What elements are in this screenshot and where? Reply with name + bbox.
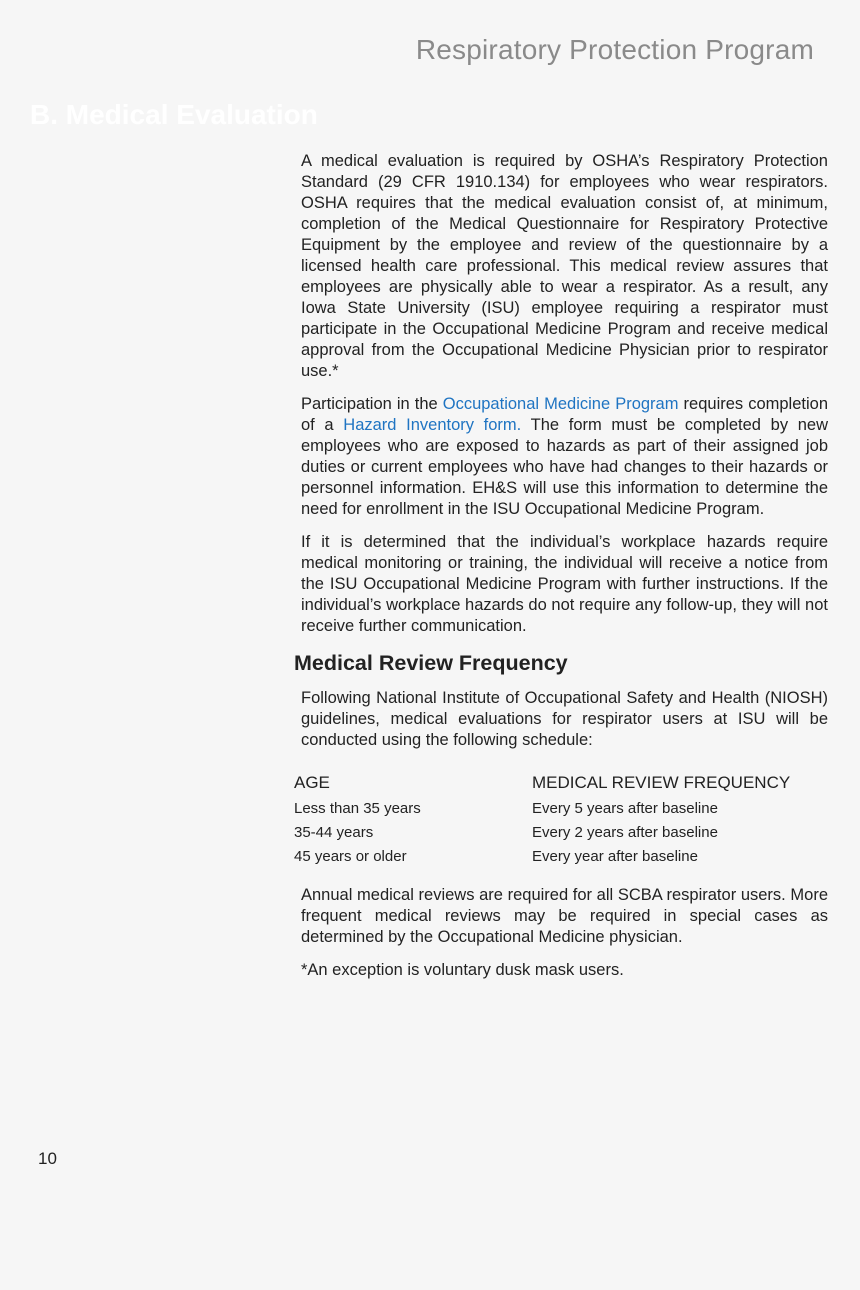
column-header-frequency: MEDICAL REVIEW FREQUENCY: [532, 773, 791, 792]
page-number: 10: [38, 1149, 57, 1168]
occupational-medicine-program-link[interactable]: Occupational Medicine Program: [442, 395, 679, 413]
section-title: B. Medical Evaluation: [30, 99, 318, 130]
age-cell: 35-44 years: [294, 824, 374, 841]
table-row: [294, 821, 828, 845]
hazard-inventory-form-link[interactable]: Hazard Inventory form.: [343, 416, 522, 434]
paragraph-text: The form must be completed by new employees who are exposed to hazards as part of their assigned job duties or current employees who have had changes to their hazards or personnel information. EH&S will use this information to determine the need for enrollment in the ISU Occupational Medicine Program.: [301, 416, 829, 518]
table-row: [294, 845, 828, 869]
paragraph-workplace-hazards: If it is determined that the individual’s workplace hazards require medical monitoring or training, the individual will receive a notice from the ISU Occupational Medicine Program with further instructions. If the individual’s workplace hazards do not require any follow-up, they will not receive further communication.: [301, 533, 828, 635]
footnote: *An exception is voluntary dusk mask users.: [301, 961, 624, 979]
paragraph-annual-reviews: Annual medical reviews are required for all SCBA respirator users. More frequent medical reviews may be required in special cases as determined by the Occupational Medicine physician.: [301, 886, 828, 946]
page-header-title: Respiratory Protection Program: [415, 34, 814, 65]
paragraph-participation: [301, 394, 828, 520]
paragraph-text: requires completion of a: [301, 395, 828, 434]
frequency-cell: Every 5 years after baseline: [532, 800, 718, 817]
age-cell: 45 years or older: [294, 848, 407, 865]
column-header-age: AGE: [294, 773, 330, 792]
paragraph-niosh-guidelines: Following National Institute of Occupational Safety and Health (NIOSH) guidelines, medical evaluations for respirator users at ISU will be conducted using the following schedule:: [301, 689, 828, 749]
paragraph-text: Participation in the: [301, 395, 443, 413]
age-cell: Less than 35 years: [294, 800, 421, 817]
review-schedule-table: [294, 773, 828, 869]
table-row: [294, 797, 828, 821]
main-content: [294, 151, 828, 993]
frequency-cell: Every 2 years after baseline: [532, 824, 718, 841]
table-header-row: [294, 773, 828, 797]
medical-review-frequency-heading: Medical Review Frequency: [294, 651, 568, 675]
frequency-cell: Every year after baseline: [532, 848, 698, 865]
paragraph-medical-evaluation: A medical evaluation is required by OSHA’s Respiratory Protection Standard (29 CFR 1910.134) for employees who wear respirators. OSHA requires that the medical evaluation consist of, at minimum, completion of the Medical Questionnaire for Respiratory Protective Equipment by the employee and review of the questionnaire by a licensed health care professional. This medical review assures that employees are physically able to wear a respirator. As a result, any Iowa State University (ISU) employee requiring a respirator must participate in the Occupational Medicine Program and receive medical approval from the Occupational Medicine Physician prior to respirator use.*: [301, 152, 828, 380]
